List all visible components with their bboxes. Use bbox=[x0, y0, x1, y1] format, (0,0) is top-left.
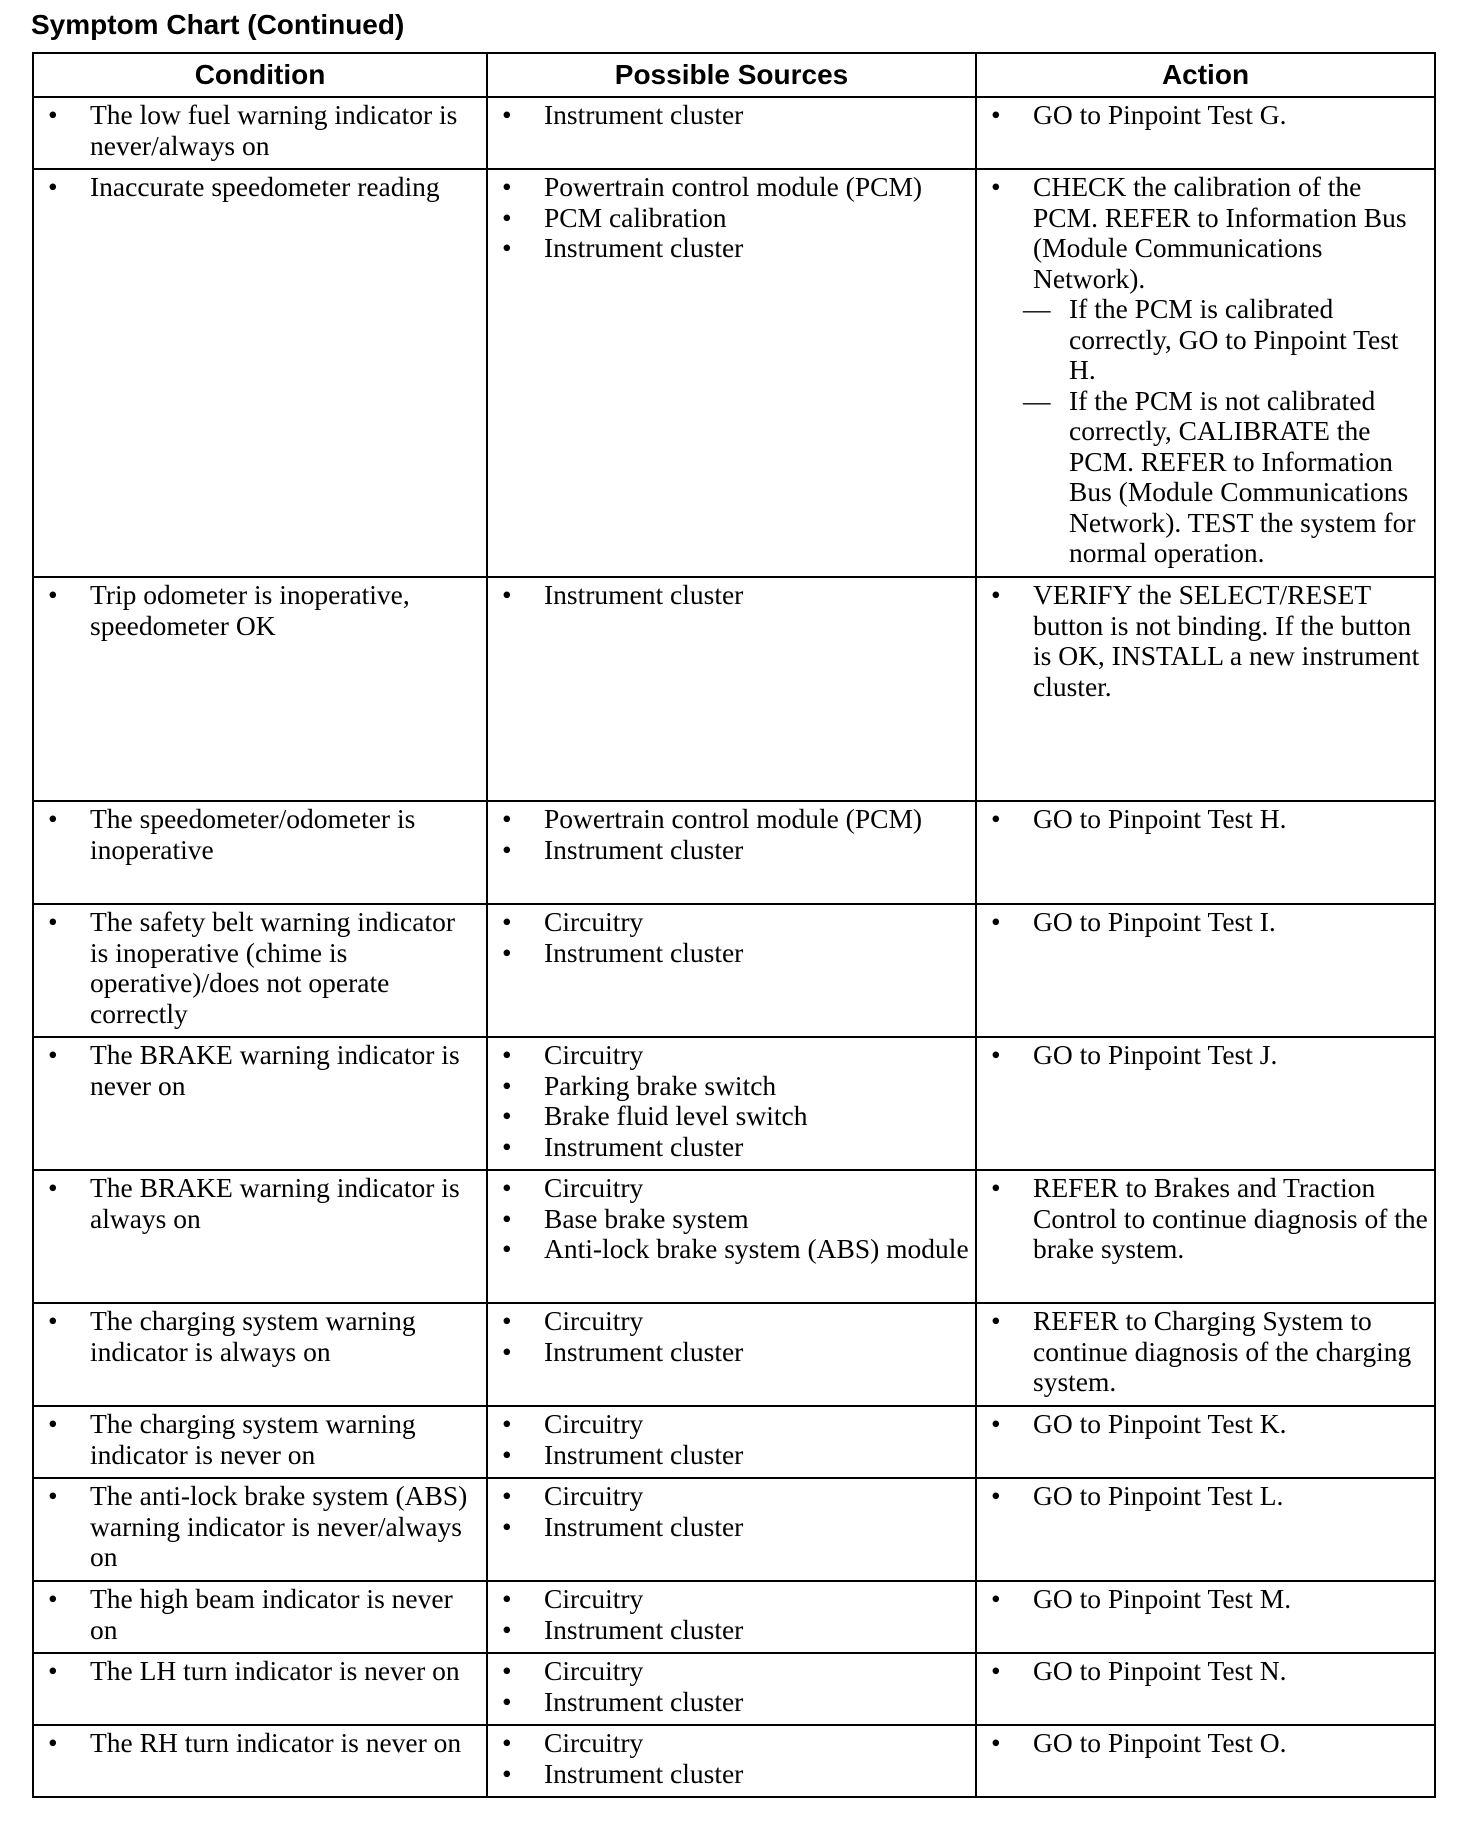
action-text: • GO to Pinpoint Test O. bbox=[977, 1728, 1434, 1759]
source-item: • Parking brake switch bbox=[488, 1071, 975, 1102]
source-item: • Circuitry bbox=[488, 1409, 975, 1440]
condition-text: • The charging system warning indicator is always on bbox=[34, 1306, 486, 1367]
sources-list bbox=[488, 578, 975, 611]
table-row bbox=[33, 1478, 1435, 1581]
source-item: • Instrument cluster bbox=[488, 100, 975, 131]
table-header-row bbox=[33, 53, 1435, 97]
condition-text: • The high beam indicator is never on bbox=[34, 1584, 486, 1645]
source-item: • Instrument cluster bbox=[488, 1759, 975, 1790]
condition-cell bbox=[33, 1406, 487, 1478]
action-list bbox=[977, 1038, 1434, 1071]
source-item: • Instrument cluster bbox=[488, 1440, 975, 1471]
action-cell bbox=[976, 577, 1435, 801]
source-item: • Circuitry bbox=[488, 1481, 975, 1512]
sources-list bbox=[488, 1038, 975, 1162]
sources-cell bbox=[487, 801, 976, 904]
condition-list bbox=[34, 1582, 486, 1645]
condition-list bbox=[34, 578, 486, 641]
condition-cell bbox=[33, 904, 487, 1037]
condition-text: • The RH turn indicator is never on bbox=[34, 1728, 486, 1759]
action-list bbox=[977, 98, 1434, 131]
condition-cell bbox=[33, 169, 487, 577]
condition-cell bbox=[33, 1170, 487, 1303]
source-item: • Brake fluid level switch bbox=[488, 1101, 975, 1132]
sources-list bbox=[488, 802, 975, 865]
condition-list bbox=[34, 1654, 486, 1687]
action-list bbox=[977, 1582, 1434, 1615]
source-item: • Instrument cluster bbox=[488, 1337, 975, 1368]
sources-list bbox=[488, 1171, 975, 1265]
page-title: Symptom Chart (Continued) bbox=[31, 9, 405, 40]
action-text: • REFER to Brakes and Traction Control to continue diagnosis of the brake system. bbox=[977, 1173, 1434, 1265]
action-cell bbox=[976, 1037, 1435, 1170]
table-row bbox=[33, 97, 1435, 169]
table-row bbox=[33, 1406, 1435, 1478]
source-item: • Powertrain control module (PCM) bbox=[488, 172, 975, 203]
source-item: • Instrument cluster bbox=[488, 580, 975, 611]
sources-list bbox=[488, 1582, 975, 1645]
source-item: • Powertrain control module (PCM) bbox=[488, 804, 975, 835]
action-text: • GO to Pinpoint Test I. bbox=[977, 907, 1434, 938]
sources-list bbox=[488, 170, 975, 264]
action-list bbox=[977, 578, 1434, 702]
table-row bbox=[33, 169, 1435, 577]
condition-list bbox=[34, 802, 486, 865]
sources-list bbox=[488, 1654, 975, 1717]
condition-text: • The charging system warning indicator is never on bbox=[34, 1409, 486, 1470]
action-text: • GO to Pinpoint Test L. bbox=[977, 1481, 1434, 1512]
condition-cell bbox=[33, 1581, 487, 1653]
table-row bbox=[33, 1303, 1435, 1406]
condition-text: • The LH turn indicator is never on bbox=[34, 1656, 486, 1687]
condition-cell bbox=[33, 1478, 487, 1581]
action-cell bbox=[976, 1581, 1435, 1653]
action-text: • GO to Pinpoint Test H. bbox=[977, 804, 1434, 835]
sources-list bbox=[488, 1304, 975, 1367]
action-cell bbox=[976, 97, 1435, 169]
source-item: • Circuitry bbox=[488, 1584, 975, 1615]
table-row bbox=[33, 1581, 1435, 1653]
action-list bbox=[977, 1654, 1434, 1687]
table-row bbox=[33, 1037, 1435, 1170]
condition-cell bbox=[33, 801, 487, 904]
action-cell bbox=[976, 904, 1435, 1037]
action-list bbox=[977, 1479, 1434, 1512]
source-item: • Instrument cluster bbox=[488, 835, 975, 866]
sources-cell bbox=[487, 1725, 976, 1797]
action-text: • CHECK the calibration of the PCM. REFER to Information Bus (Module Communications Network). bbox=[977, 172, 1434, 294]
sources-cell bbox=[487, 577, 976, 801]
action-cell bbox=[976, 169, 1435, 577]
table-row bbox=[33, 1170, 1435, 1303]
source-item: • Base brake system bbox=[488, 1204, 975, 1235]
source-item: • Circuitry bbox=[488, 1040, 975, 1071]
sources-cell bbox=[487, 97, 976, 169]
condition-cell bbox=[33, 1725, 487, 1797]
table-row bbox=[33, 1725, 1435, 1797]
source-item: • Instrument cluster bbox=[488, 233, 975, 264]
action-cell bbox=[976, 1170, 1435, 1303]
condition-cell bbox=[33, 1653, 487, 1725]
action-list bbox=[977, 1407, 1434, 1440]
action-list bbox=[977, 1304, 1434, 1398]
sources-cell bbox=[487, 1581, 976, 1653]
condition-list bbox=[34, 1304, 486, 1367]
action-list bbox=[977, 1726, 1434, 1759]
condition-list bbox=[34, 1479, 486, 1573]
column-header-condition: Condition bbox=[33, 53, 487, 97]
condition-text: • Inaccurate speedometer reading bbox=[34, 172, 486, 203]
condition-text: • The BRAKE warning indicator is never on bbox=[34, 1040, 486, 1101]
source-item: • PCM calibration bbox=[488, 203, 975, 234]
condition-list bbox=[34, 1726, 486, 1759]
table-row bbox=[33, 904, 1435, 1037]
action-list bbox=[977, 170, 1434, 569]
action-cell bbox=[976, 1725, 1435, 1797]
action-cell bbox=[976, 801, 1435, 904]
source-item: • Instrument cluster bbox=[488, 1687, 975, 1718]
sources-cell bbox=[487, 169, 976, 577]
sub-action-item: — If the PCM is calibrated correctly, GO to Pinpoint Test H. bbox=[977, 294, 1434, 386]
condition-cell bbox=[33, 577, 487, 801]
source-item: • Circuitry bbox=[488, 1728, 975, 1759]
condition-list bbox=[34, 1171, 486, 1234]
sub-action-item: — If the PCM is not calibrated correctly, CALIBRATE the PCM. REFER to Information Bus (Module Communications Network). TEST the system for normal operation. bbox=[977, 386, 1434, 569]
action-text: • REFER to Charging System to continue diagnosis of the charging system. bbox=[977, 1306, 1434, 1398]
sources-cell bbox=[487, 1653, 976, 1725]
action-text: • GO to Pinpoint Test G. bbox=[977, 100, 1434, 131]
sources-cell bbox=[487, 1170, 976, 1303]
condition-text: • Trip odometer is inoperative, speedometer OK bbox=[34, 580, 486, 641]
action-text: • GO to Pinpoint Test N. bbox=[977, 1656, 1434, 1687]
sources-list bbox=[488, 1726, 975, 1789]
table-row bbox=[33, 577, 1435, 801]
source-item: • Instrument cluster bbox=[488, 938, 975, 969]
action-cell bbox=[976, 1303, 1435, 1406]
condition-list bbox=[34, 98, 486, 161]
sources-cell bbox=[487, 904, 976, 1037]
action-cell bbox=[976, 1478, 1435, 1581]
action-list bbox=[977, 905, 1434, 938]
source-item: • Circuitry bbox=[488, 907, 975, 938]
condition-cell bbox=[33, 97, 487, 169]
condition-list bbox=[34, 1038, 486, 1101]
sources-cell bbox=[487, 1303, 976, 1406]
sources-cell bbox=[487, 1478, 976, 1581]
sources-cell bbox=[487, 1037, 976, 1170]
source-item: • Instrument cluster bbox=[488, 1132, 975, 1163]
action-cell bbox=[976, 1653, 1435, 1725]
action-cell bbox=[976, 1406, 1435, 1478]
source-item: • Circuitry bbox=[488, 1173, 975, 1204]
column-header-possible-sources: Possible Sources bbox=[487, 53, 976, 97]
table-row bbox=[33, 801, 1435, 904]
condition-list bbox=[34, 1407, 486, 1470]
condition-text: • The anti-lock brake system (ABS) warning indicator is never/always on bbox=[34, 1481, 486, 1573]
action-text: • GO to Pinpoint Test J. bbox=[977, 1040, 1434, 1071]
condition-cell bbox=[33, 1037, 487, 1170]
sources-list bbox=[488, 98, 975, 131]
sources-list bbox=[488, 905, 975, 968]
sources-list bbox=[488, 1479, 975, 1542]
source-item: • Instrument cluster bbox=[488, 1615, 975, 1646]
sources-list bbox=[488, 1407, 975, 1470]
sources-cell bbox=[487, 1406, 976, 1478]
source-item: • Instrument cluster bbox=[488, 1512, 975, 1543]
source-item: • Anti-lock brake system (ABS) module bbox=[488, 1234, 975, 1265]
condition-cell bbox=[33, 1303, 487, 1406]
symptom-chart-table bbox=[32, 52, 1436, 1798]
sub-action-list bbox=[977, 294, 1434, 569]
condition-text: • The speedometer/odometer is inoperative bbox=[34, 804, 486, 865]
action-list bbox=[977, 802, 1434, 835]
source-item: • Circuitry bbox=[488, 1656, 975, 1687]
column-header-action: Action bbox=[976, 53, 1435, 97]
action-text: • VERIFY the SELECT/RESET button is not binding. If the button is OK, INSTALL a new instrument cluster. bbox=[977, 580, 1434, 702]
action-list bbox=[977, 1171, 1434, 1265]
condition-text: • The low fuel warning indicator is never/always on bbox=[34, 100, 486, 161]
source-item: • Circuitry bbox=[488, 1306, 975, 1337]
condition-list bbox=[34, 170, 486, 203]
table-row bbox=[33, 1653, 1435, 1725]
action-text: • GO to Pinpoint Test K. bbox=[977, 1409, 1434, 1440]
condition-text: • The BRAKE warning indicator is always on bbox=[34, 1173, 486, 1234]
condition-list bbox=[34, 905, 486, 1029]
condition-text: • The safety belt warning indicator is inoperative (chime is operative)/does not operate correctly bbox=[34, 907, 486, 1029]
action-text: • GO to Pinpoint Test M. bbox=[977, 1584, 1434, 1615]
